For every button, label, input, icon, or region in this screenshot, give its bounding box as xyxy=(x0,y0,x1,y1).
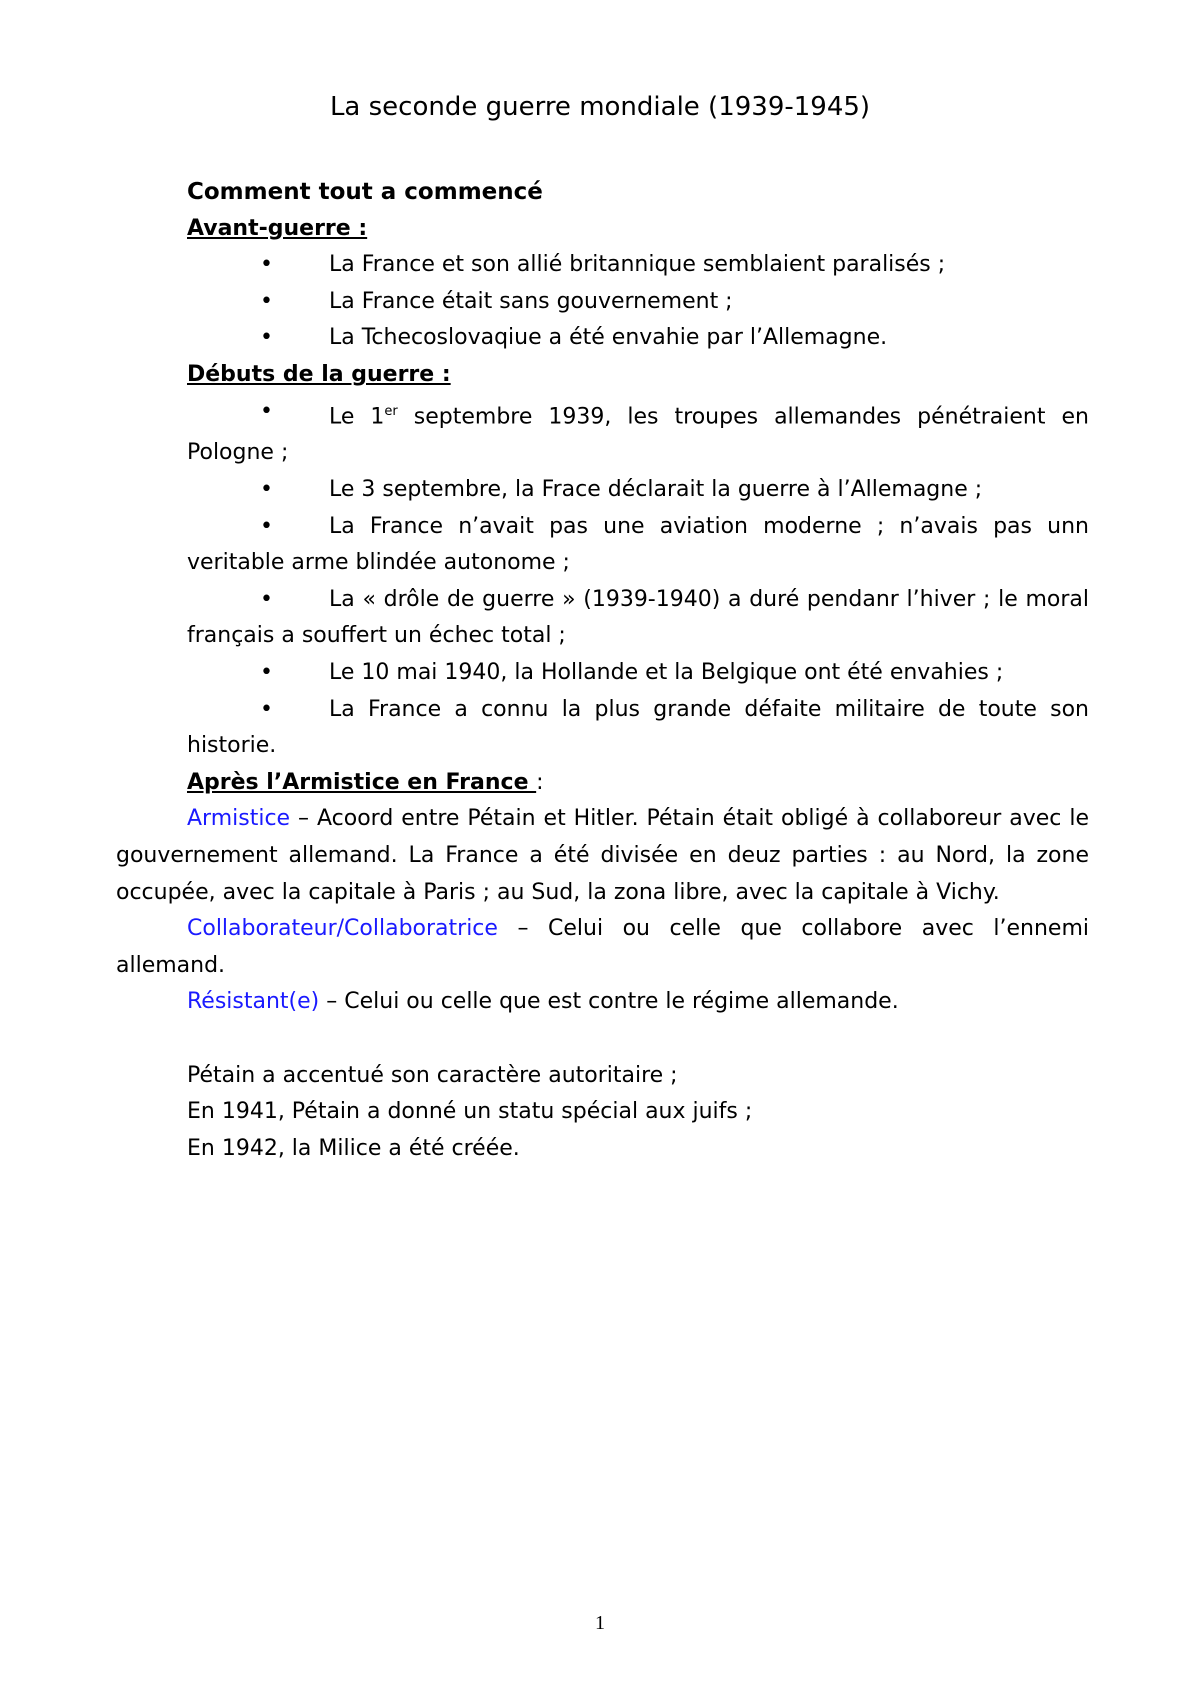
definition-term: Armistice xyxy=(187,806,291,832)
bullet-icon: • xyxy=(260,398,273,424)
ordinal-superscript: er xyxy=(384,403,398,419)
bullet-icon: • xyxy=(260,513,273,539)
paragraph-spacer xyxy=(116,1021,1089,1058)
bullet-icon: • xyxy=(260,252,273,278)
definition-term: Résistant(e) xyxy=(187,989,320,1015)
bullet-icon: • xyxy=(260,660,273,686)
bullet-icon: • xyxy=(260,477,273,503)
bullet-icon: • xyxy=(260,288,273,314)
document-body xyxy=(116,174,1089,1167)
list-item-text: La France et son allié britannique semblaient paralisés ; xyxy=(329,252,946,278)
list-item xyxy=(116,655,1089,692)
definition-text: – Celui ou celle que collabore avec l’ennemi allemand. xyxy=(116,916,1089,978)
list-item-text-end: septembre 1939, les troupes allemandes pénétraient en Pologne ; xyxy=(187,403,1089,466)
subheading-apres xyxy=(116,765,1089,802)
closing-line: En 1941, Pétain a donné un statu spécial aux juifs ; xyxy=(187,1099,753,1125)
subheading-debuts xyxy=(116,357,1089,394)
list-item xyxy=(116,472,1089,509)
definition-collaborateur xyxy=(116,911,1089,984)
list-item-text: La France n’avait pas une aviation moderne ; n’avais pas unn veritable arme blindée autonome ; xyxy=(187,513,1089,576)
subheading-debuts-text: Débuts de la guerre : xyxy=(187,361,451,387)
list-item xyxy=(116,247,1089,284)
bullet-icon: • xyxy=(260,325,273,351)
definition-term: Collaborateur/Collaboratrice xyxy=(187,916,498,942)
subheading-avant-guerre xyxy=(116,211,1089,248)
definition-text: – Acoord entre Pétain et Hitler. Pétain était obligé à collaboreur avec le gouvernement allemand. La France a été divisée en deuz parties : au Nord, la zone occupée, avec la capitale à Paris ; au Sud, la zona libre, avec la capitale à Vichy. xyxy=(116,806,1089,905)
list-item xyxy=(116,582,1089,655)
list-item xyxy=(116,394,1089,473)
bullet-icon: • xyxy=(260,586,273,612)
subheading-avant-guerre-text: Avant-guerre : xyxy=(187,215,368,241)
definition-text: – Celui ou celle que est contre le régime allemande. xyxy=(319,989,899,1015)
list-item-text: La France était sans gouvernement ; xyxy=(329,288,733,314)
subheading-apres-text: Après l’Armistice en France xyxy=(187,769,537,795)
list-item xyxy=(116,692,1089,765)
list-item xyxy=(116,320,1089,357)
bullet-icon: • xyxy=(260,696,273,722)
list-item-text-start: Le 1 xyxy=(329,403,385,429)
subheading-apres-suffix: : xyxy=(536,769,544,795)
page-number: 1 xyxy=(595,1612,605,1634)
section-heading: Comment tout a commencé xyxy=(187,179,543,205)
list-item-text: La Tchecoslovaqiue a été envahie par l’Allemagne. xyxy=(329,325,888,351)
definition-resistant xyxy=(116,984,1089,1021)
list-item xyxy=(116,509,1089,582)
list-item-text: La « drôle de guerre » (1939-1940) a duré pendanr l’hiver ; le moral français a souffert un échec total ; xyxy=(187,586,1089,649)
list-item xyxy=(116,284,1089,321)
closing-line: Pétain a accentué son caractère autoritaire ; xyxy=(187,1062,678,1088)
list-item-text: Le 3 septembre, la Frace déclarait la guerre à l’Allemagne ; xyxy=(329,477,983,503)
list-item-text: Le 10 mai 1940, la Hollande et la Belgique ont été envahies ; xyxy=(329,660,1004,686)
list-item-text: La France a connu la plus grande défaite militaire de toute son historie. xyxy=(187,696,1089,759)
document-title: La seconde guerre mondiale (1939-1945) xyxy=(329,92,871,122)
definition-armistice xyxy=(116,801,1089,911)
closing-line: En 1942, la Milice a été créée. xyxy=(187,1135,520,1161)
